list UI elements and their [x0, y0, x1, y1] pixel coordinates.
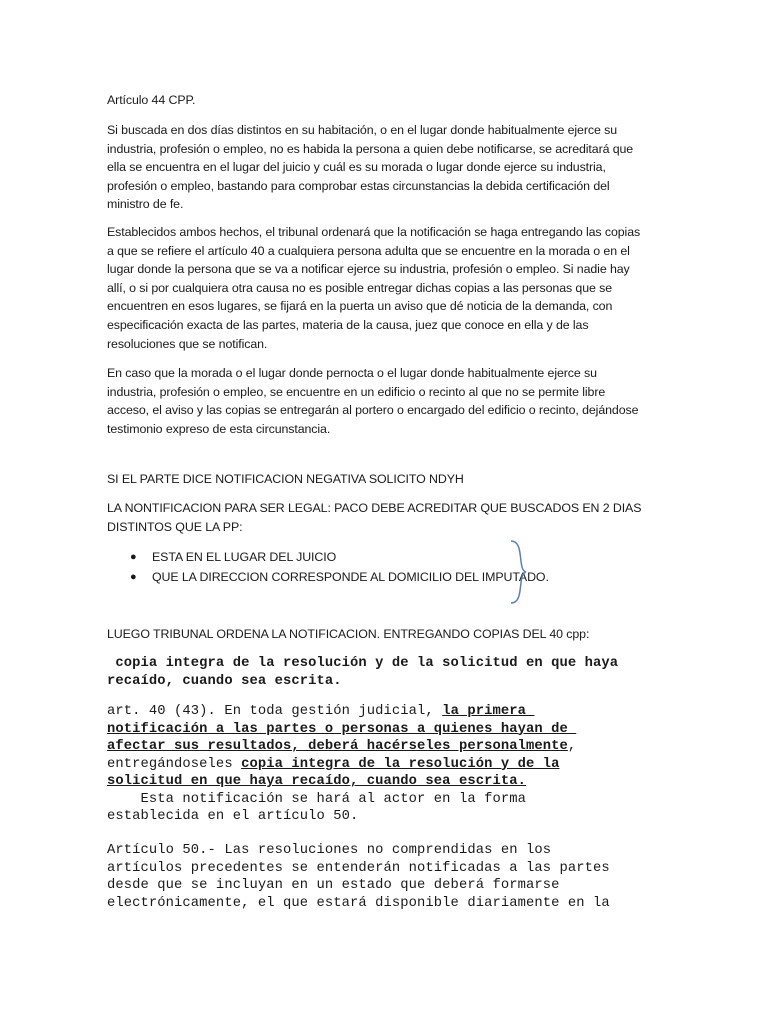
article-emphasis-line: notificación a las partes o personas a quienes hayan de — [107, 721, 577, 737]
article-title — [107, 91, 667, 110]
article-line: artículos precedentes se entenderán notificadas a las partes — [107, 860, 610, 876]
paragraph-line: allí, o si por cualquiera otra causa no es posible entregar dichas copias a las personas que se — [107, 280, 613, 295]
paragraph-line: ella se encuentra en el lugar del juicio y cuál es su morada o lugar donde ejerce su industria, — [107, 160, 606, 175]
list-item-text: QUE LA DIRECCION CORRESPONDE AL DOMICILIO DEL IMPUTADO. — [152, 570, 549, 584]
list-item — [130, 567, 549, 587]
paragraph-line: especificación exacta de las partes, materia de la causa, juez que conoce en ella y de las — [107, 317, 589, 332]
paragraph-line: industria, profesión o empleo, no es habida la persona a quien debe notificarse, se acreditará que — [107, 141, 634, 156]
note-court-order — [107, 625, 667, 644]
paragraph-1 — [107, 121, 667, 214]
paragraph-line: resoluciones que se notifican. — [107, 336, 268, 351]
article-50-text — [107, 842, 667, 912]
quoted-excerpt — [107, 655, 667, 690]
paragraph-line: En caso que la morada o el lugar donde pernocta o el lugar donde habitualmente ejerce su — [107, 366, 597, 380]
list-item — [130, 547, 549, 567]
article-line — [107, 756, 667, 774]
article-emphasis: copia integra de la resolución y de la — [241, 756, 560, 772]
note-line: SI EL PARTE DICE NOTIFICACION NEGATIVA SOLICITO NDYH — [107, 472, 464, 486]
requirements-list — [130, 547, 549, 587]
paragraph-line: industria, profesión o empleo, se encuentre en un edificio o recinto al que no se permite libre — [107, 384, 606, 399]
article-line: establecida en el artículo 50. — [107, 809, 359, 824]
note-legal-requirements — [107, 499, 667, 536]
paragraph-line: lugar donde la persona que se va a notificar ejerce su industria, profesión o empleo. Si nadie hay — [107, 262, 630, 277]
note-line: DISTINTOS QUE LA PP: — [107, 519, 243, 534]
article-line: electrónicamente, el que estará disponible diariamente en la — [107, 895, 610, 911]
bullet-dot-icon: ● — [130, 571, 137, 583]
bullet-dot-icon: ● — [130, 551, 137, 563]
article-emphasis: afectar sus resultados, deberá hacérseles personalmente — [107, 739, 568, 754]
article-emphasis-line: solicitud en que haya recaído, cuando sea escrita. — [107, 774, 526, 789]
quote-line: copia integra de la resolución y de la solicitud en que haya — [107, 656, 619, 671]
article-text: entregándoseles — [107, 756, 242, 772]
list-item-text: ESTA EN EL LUGAR DEL JUICIO — [152, 550, 337, 564]
note-line: LUEGO TRIBUNAL ORDENA LA NOTIFICACION. ENTREGANDO COPIAS DEL 40 cpp: — [107, 627, 590, 641]
note-line: LA NONTIFICACION PARA SER LEGAL: PACO DEBE ACREDITAR QUE BUSCADOS EN 2 DIAS — [107, 501, 642, 515]
paragraph-line: profesión o empleo, bastando para comprobar estas circunstancias la debida certificación del — [107, 178, 610, 193]
paragraph-3 — [107, 364, 667, 438]
article-title-text: Artículo 44 CPP. — [107, 93, 196, 107]
article-text: art. 40 (43). En toda gestión judicial, — [107, 704, 443, 719]
quote-line: recaído, cuando sea escrita. — [107, 673, 342, 689]
article-line: Artículo 50.- Las resoluciones no comprendidas en los — [107, 843, 552, 858]
article-line — [107, 738, 667, 756]
article-line: Esta notificación se hará al actor en la forma — [107, 791, 526, 807]
paragraph-line: acceso, el aviso y las copias se entregarán al portero o encargado del edificio o recinto, dejándose — [107, 403, 639, 418]
curly-brace-icon — [503, 540, 529, 604]
paragraph-line: Si buscada en dos días distintos en su habitación, o en el lugar donde habitualmente ejerce su — [107, 123, 617, 137]
paragraph-line: ministro de fe. — [107, 197, 184, 212]
article-40-text — [107, 703, 667, 826]
paragraph-line: a que se refiere el artículo 40 a cualquiera persona adulta que se encuentre en la morada o en el — [107, 243, 630, 258]
article-line: desde que se incluyan en un estado que deberá formarse — [107, 878, 560, 893]
paragraph-line: Establecidos ambos hechos, el tribunal ordenará que la notificación se haga entregando las copias — [107, 225, 641, 239]
article-text: , — [567, 739, 577, 754]
paragraph-line: testimonio expreso de esta circunstancia. — [107, 421, 331, 436]
paragraph-2 — [107, 223, 667, 353]
paragraph-line: encuentren en esos lugares, se fijará en la puerta un aviso que dé noticia de la demanda, con — [107, 299, 613, 314]
article-line — [107, 703, 667, 721]
note-negative-notification — [107, 470, 667, 489]
article-emphasis: la primera — [442, 704, 535, 719]
